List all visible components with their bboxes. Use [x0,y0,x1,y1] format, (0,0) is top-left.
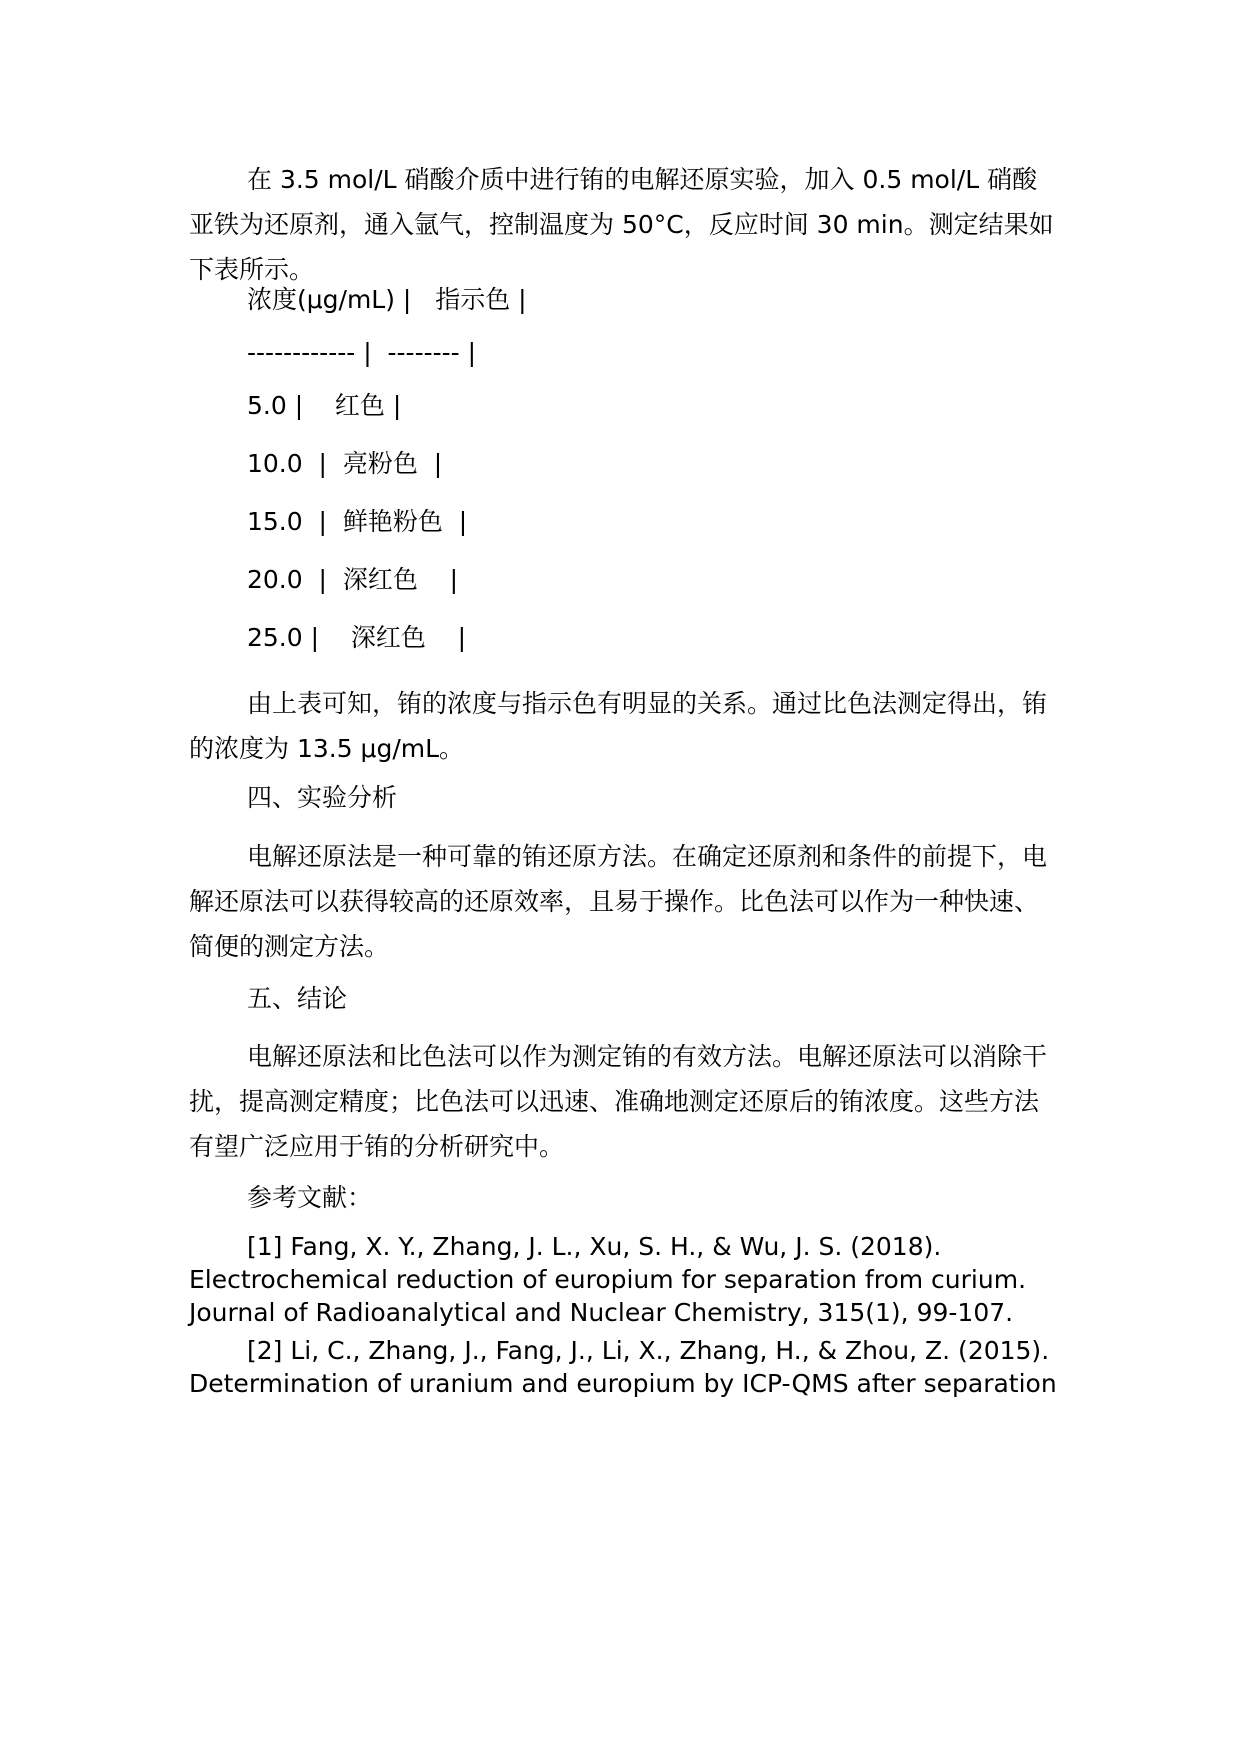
table-row: 15.0 | 鲜艳粉色 | [247,507,468,536]
section-heading-analysis: 四、实验分析 [247,783,398,812]
references-heading: 参考文献： [247,1183,373,1212]
table-separator-line: ------------ | -------- | [247,338,477,367]
section-heading-conclusion: 五、结论 [247,984,348,1013]
document-page [189,0,1059,1754]
conclusion-paragraph: 电解还原法和比色法可以作为测定铕的有效方法。电解还原法可以消除干扰，提高测定精度；比色法可以迅速、准确地测定还原后的铕浓度。这些方法有望广泛应用于铕的分析研究中。 [189,1042,1048,1161]
intro-paragraph: 在 3.5 mol/L 硝酸介质中进行铕的电解还原实验，加入 0.5 mol/L 硝酸亚铁为还原剂，通入氩气，控制温度为 50°C，反应时间 30 min。测定结果如下表所示。 [189,165,1054,284]
table-row: 10.0 | 亮粉色 | [247,449,443,478]
result-paragraph: 由上表可知，铕的浓度与指示色有明显的关系。通过比色法测定得出，铕的浓度为 13.5 μg/mL。 [189,689,1048,763]
table-header-line: 浓度(μg/mL) | 指示色 | [247,285,527,314]
reference-item: [2] Li, C., Zhang, J., Fang, J., Li, X., Zhang, H., & Zhou, Z. (2015). Determination of uranium and europium by ICP-QMS after separation [189,1336,1057,1398]
analysis-paragraph: 电解还原法是一种可靠的铕还原方法。在确定还原剂和条件的前提下，电解还原法可以获得较高的还原效率，且易于操作。比色法可以作为一种快速、简便的测定方法。 [189,842,1048,961]
table-row: 5.0 | 红色 | [247,391,402,420]
table-row: 25.0 | 深红色 | [247,623,467,652]
reference-item: [1] Fang, X. Y., Zhang, J. L., Xu, S. H., & Wu, J. S. (2018). Electrochemical reduction of europium for separation from curium. Journal of Radioanalytical and Nuclear Chemistry, 315(1), 99-107. [189,1232,1027,1327]
table-row: 20.0 | 深红色 | [247,565,459,594]
